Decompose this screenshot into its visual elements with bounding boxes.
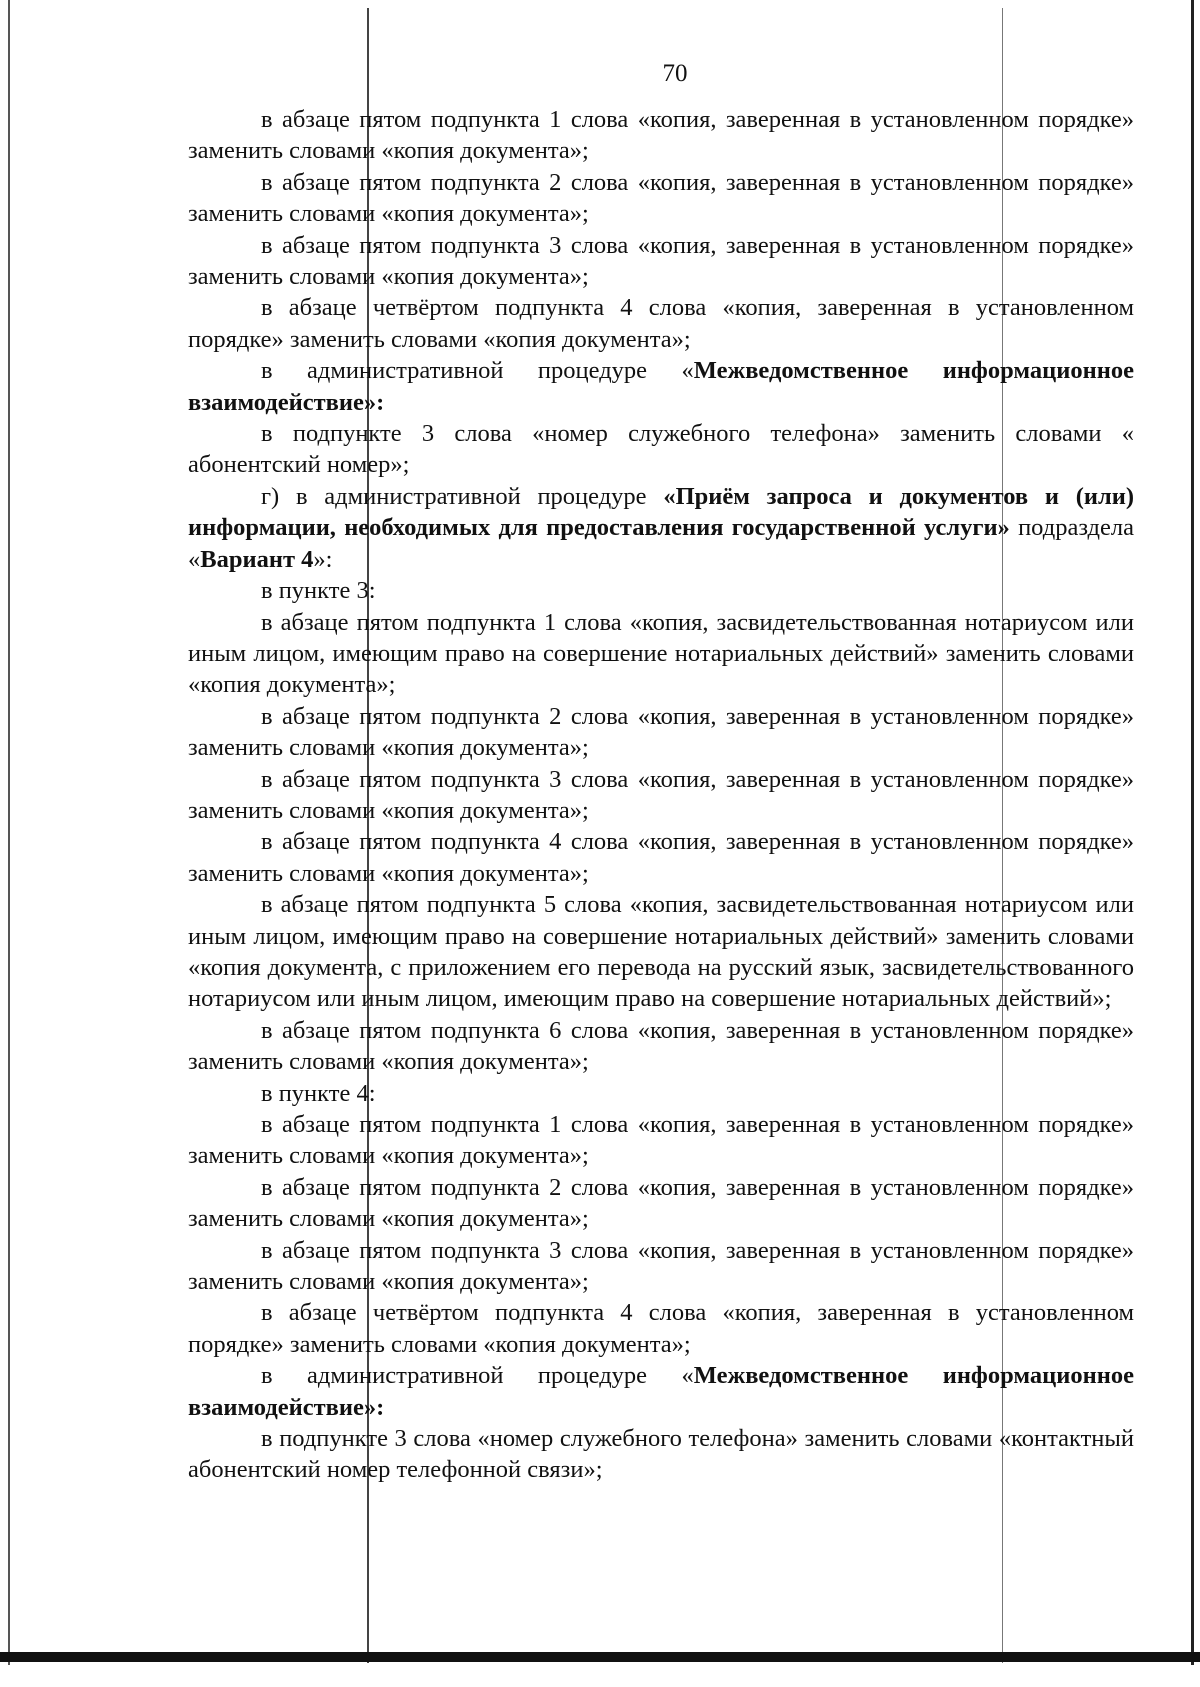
bold-text: Межведомственное информационное взаимодействие»: [188, 357, 1134, 416]
paragraph [188, 230, 1134, 293]
page-number: 70 [662, 60, 688, 87]
bold-text: Межведомственное информационное взаимодействие»: [188, 1362, 1134, 1421]
text-run: в абзаце пятом подпункта 1 слова «копия, заверенная в установленном порядке» заменить словами «копия документа»; [188, 106, 1134, 165]
text-run: в пункте 3: [261, 577, 376, 605]
paragraph [188, 167, 1134, 230]
text-run: в пункте 4: [261, 1079, 376, 1107]
scan-edge-left [8, 0, 10, 1665]
paragraph [188, 607, 1134, 701]
paragraph [188, 1360, 1134, 1423]
bold-text: Вариант 4 [200, 545, 314, 573]
paragraph [188, 1015, 1134, 1078]
text-run: »: [313, 545, 333, 573]
text-run: в абзаце пятом подпункта 3 слова «копия, заверенная в установленном порядке» заменить словами «копия документа»; [188, 765, 1134, 824]
paragraph [188, 481, 1134, 575]
text-run: в абзаце пятом подпункта 3 слова «копия, заверенная в установленном порядке» заменить словами «копия документа»; [188, 1236, 1134, 1296]
text-run: в абзаце пятом подпункта 2 слова «копия, заверенная в установленном порядке» заменить словами «копия документа»; [188, 702, 1134, 762]
paragraph [188, 826, 1134, 889]
paragraph [188, 292, 1134, 355]
text-run: в абзаце пятом подпункта 1 слова «копия, заверенная в установленном порядке» заменить словами «копия документа»; [188, 1111, 1134, 1170]
text-run: в абзаце пятом подпункта 3 слова «копия, заверенная в установленном порядке» заменить словами «копия документа»; [188, 231, 1134, 291]
paragraph [188, 1423, 1134, 1486]
paragraph [188, 1109, 1134, 1172]
paragraph [188, 104, 1134, 167]
text-run: г) в административной процедуре [261, 482, 664, 510]
text-run: в абзаце пятом подпункта 5 слова «копия, засвидетельствованная нотариусом или иным лицом, имеющим право на совершение нотариальных действий» заменить словами «копия документа, с приложением его перевода на русский язык, засвидетельствованного нотариусом или иным лицом, имеющим право на совершение нотариальных действий»; [188, 891, 1134, 1013]
paragraph [188, 1235, 1134, 1298]
text-run: в абзаце четвёртом подпункта 4 слова «копия, заверенная в установленном порядке» заменить словами «копия документа»; [188, 1299, 1134, 1358]
text-run: в подпункте 3 слова «номер служебного телефона» заменить словами « абонентский номер»; [188, 420, 1134, 479]
text-run: в административной процедуре « [261, 1362, 694, 1390]
scan-edge-bottom [0, 1652, 1200, 1662]
text-run: в абзаце пятом подпункта 4 слова «копия, заверенная в установленном порядке» заменить словами «копия документа»; [188, 828, 1134, 887]
paragraph [188, 1172, 1134, 1235]
text-run: в абзаце четвёртом подпункта 4 слова «копия, заверенная в установленном порядке» заменить словами «копия документа»; [188, 294, 1134, 353]
text-run: в административной процедуре « [261, 357, 694, 385]
paragraph [188, 418, 1134, 481]
text-run: в абзаце пятом подпункта 1 слова «копия, засвидетельствованная нотариусом или иным лицом, имеющим право на совершение нотариальных действий» заменить словами «копия документа»; [188, 608, 1134, 699]
text-run: в абзаце пятом подпункта 2 слова «копия, заверенная в установленном порядке» заменить словами «копия документа»; [188, 168, 1134, 228]
paragraph [188, 575, 1134, 606]
paragraph [188, 355, 1134, 418]
paragraph [188, 701, 1134, 764]
paragraph [188, 889, 1134, 1015]
paragraph [188, 1078, 1134, 1109]
paragraph [188, 764, 1134, 827]
text-run: в подпункте 3 слова «номер служебного телефона» заменить словами «контактный абонентский номер телефонной связи»; [188, 1425, 1134, 1484]
scan-edge-right [1191, 0, 1194, 1665]
text-run: подраздела « [188, 514, 1134, 573]
paragraph [188, 1297, 1134, 1360]
text-run: в абзаце пятом подпункта 2 слова «копия, заверенная в установленном порядке» заменить словами «копия документа»; [188, 1173, 1134, 1233]
text-run: в абзаце пятом подпункта 6 слова «копия, заверенная в установленном порядке» заменить словами «копия документа»; [188, 1016, 1134, 1076]
document-body [188, 104, 1134, 1486]
bold-text: «Приём запроса и документов и (или) информации, необходимых для предоставления государственной услуги» [188, 482, 1134, 542]
